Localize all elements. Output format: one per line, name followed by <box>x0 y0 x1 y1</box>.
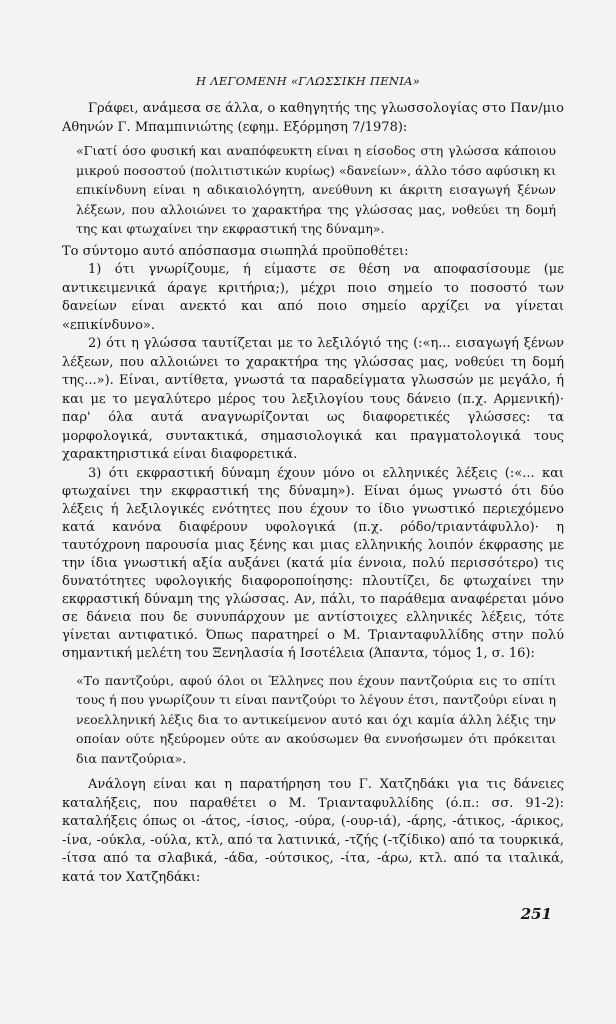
paragraph-presupposes: Το σύντομο αυτό απόσπασμα σιωπηλά προϋποθέτει: <box>62 243 409 259</box>
page-number: 251 <box>520 905 552 923</box>
paragraph-point-3: 3) ότι εκφραστική δύναμη έχουν μόνο οι ελληνικές λέξεις (:«... και φτωχαίνει την εκφραστική της δύναμη»). Είναι όμως γνωστό ότι δύο λέξεις ή λεξιλογικές ενότητες που έχουν το ίδιο γνωστικό περιεχόμενο κατά κανόνα διαφέρουν υφολογικά (π.χ. ρόδο/τριαντάφυλλο)· η ταυτόχρονη παρουσία μιας ξένης και μιας ελληνικής λοιπόν έκφρασης με την ίδια γνωστική αξία αυξάνει (κατά μία έννοια, πολύ περισσότερο) τις δυνατότητες υφολογικής διαφοροποίησης: πλουτίζει, δε φτωχαίνει την εκφραστική δύναμη της γλώσσας. Αν, πάλι, το παράθεμα αναφέρεται μόνο σε δάνεια που δε συνυπάρχουν με αντίστοιχες ελληνικές λέξεις, τότε γίνεται αντιφατικό. Όπως παρατηρεί ο Μ. Τριανταφυλλίδης στην πολύ σημαντική μελέτη του Ξενηλασία ή Ισοτέλεια (Άπαντα, τόμος 1, σ. 16): <box>62 465 564 661</box>
paragraph-intro: Γράφει, ανάμεσα σε άλλα, ο καθηγητής της γλωσσολογίας στο Παν/μιο Αθηνών Γ. Μπαμπινιώτης (εφημ. Εξόρμηση 7/1978): <box>62 101 564 135</box>
block-quote-triantafyllidis: «Το παντζούρι, αφού όλοι οι Έλληνες που έχουν παντζούρια εις το σπίτι τους ή που γνωρίζουν τι είναι παντζούρι το λέγουν έτσι, παντζούρι είναι η νεοελληνική λέξις δια το αντικείμενον αυτό και όχι καμία άλλη λέξις την οποίαν ούτε ηξεύρομεν ούτε αν ακούσωμεν θα εννοήσωμεν ότι πρόκειται δια παντζούρια». <box>76 672 556 766</box>
paragraph-hatzidakis: Ανάλογη είναι και η παρατήρηση του Γ. Χατζηδάκι για τις δάνειες καταλήξεις, που παραθέτει ο Μ. Τριανταφυλλίδης (ό.π.: σσ. 91-2): καταλήξεις όπως οι -άτος, -ίσιος, -ούρα, (-ουρ-ιά), -άρης, -άτικος, -άρικος, -ίνα, -ούκλα, -ούλα, κτλ, από τα λατινικά, -τζής (-τζίδικο) από τα τουρκικά, -ίτσα από τα σλαβικά, -άδα, -ούτσικος, -ίτα, -άρω, κτλ. από τα ιταλικά, κατά τον Χατζηδάκι: <box>62 777 564 885</box>
paragraph-point-2: 2) ότι η γλώσσα ταυτίζεται με το λεξιλόγιό της (:«η... εισαγωγή ξένων λέξεων, που αλλοιώνει το χαρακτήρα της γλώσσας μας, νοθεύει τη δομή της...»). Είναι, αντίθετα, γνωστά τα παραδείγματα γλωσσών με μεγάλο, ή και με το μεγαλύτερο μέρος του λεξιλογίου τους δάνειο (π.χ. Αρμενική)· παρ' όλα αυτά αναγνωρίζονται ως διαφορετικές γλώσσες: τα μορφολογικά, συντακτικά, σημασιολογικά και πραγματολογικά τους χαρακτηριστικά είναι διαφορετικά. <box>62 336 564 462</box>
body-text <box>62 100 564 887</box>
block-quote-babiniotis: «Γιατί όσο φυσική και αναπόφευκτη είναι η είσοδος στη γλώσσα κάποιου μικρού ποσοστού (πολιτιστικών κυρίως) «δανείων», άλλο τόσο αφύσικη κι επικίνδυνη είναι η αδικαιολόγητη, ανεύθυνη κι άκριτη εισαγωγή ξένων λέξεων, που αλλοιώνει το χαρακτήρα της γλώσσας μας, νοθεύει τη δομή της και φτωχαίνει την εκφραστική της δύναμη». <box>76 143 556 236</box>
running-header: Η ΛΕΓΟΜΕΝΗ «ΓΛΩΣΣΙΚΗ ΠΕΝΙΑ» <box>195 74 421 88</box>
paragraph-point-1: 1) ότι γνωρίζουμε, ή είμαστε σε θέση να αποφασίσουμε (με αντικειμενικά άραγε κριτήρια;), μέχρι ποιο σημείο το ποσοστό των δανείων είναι ανεκτό και από ποιο σημείο αρχίζει να γίνεται «επικίνδυνο». <box>62 262 564 333</box>
